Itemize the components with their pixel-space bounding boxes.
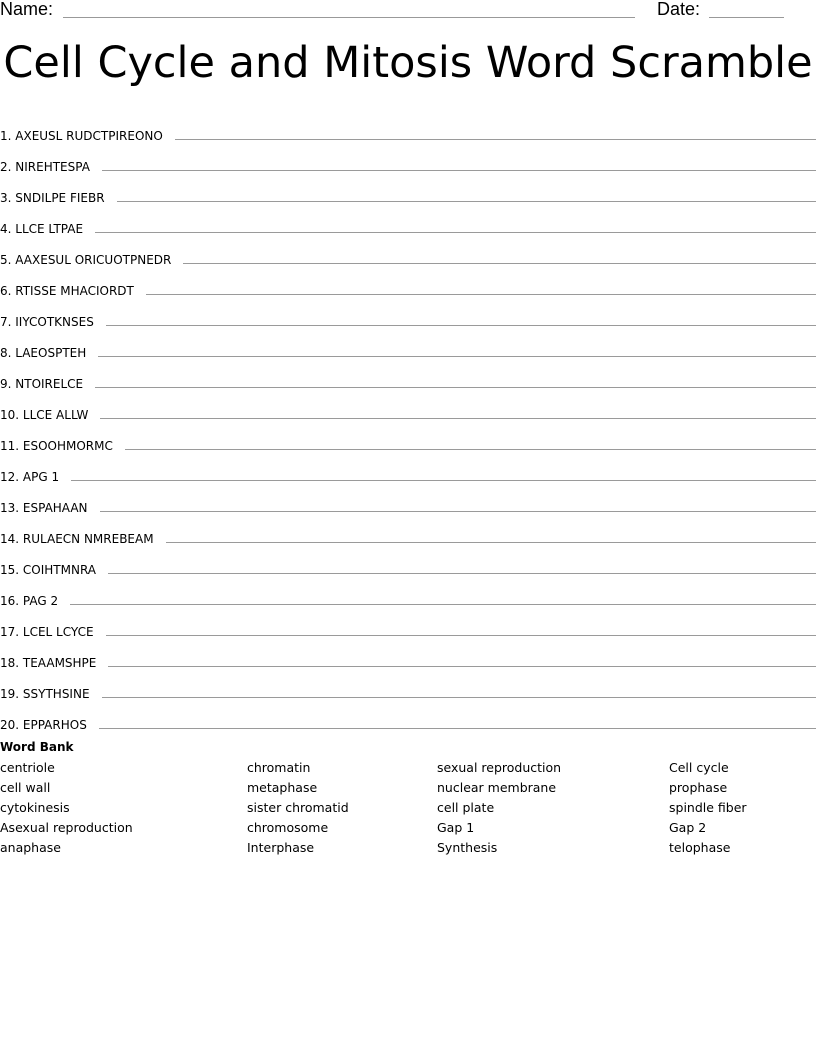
word-bank-item: cell wall <box>0 780 51 795</box>
question-text: 7. IIYCOTKNSES <box>0 315 94 329</box>
question-row <box>0 702 816 733</box>
question-text: 5. AAXESUL ORICUOTPNEDR <box>0 253 172 267</box>
question-text: 15. COIHTMNRA <box>0 563 97 577</box>
question-text: 19. SSYTHSINE <box>0 687 90 701</box>
question-text: 9. NTOIRELCE <box>0 377 84 391</box>
question-text: 2. NIREHTESPA <box>0 160 90 174</box>
question-text: 11. ESOOHMORMC <box>0 439 113 453</box>
word-bank-item: telophase <box>669 840 731 855</box>
word-bank-item: centriole <box>0 760 55 775</box>
answer-line[interactable] <box>100 510 816 512</box>
question-text: 12. APG 1 <box>0 470 60 484</box>
answer-line[interactable] <box>125 448 816 450</box>
word-bank-item: cytokinesis <box>0 800 70 815</box>
answer-line[interactable] <box>102 696 816 698</box>
question-row <box>0 361 816 392</box>
answer-line[interactable] <box>108 572 816 574</box>
word-bank-item: Gap 2 <box>669 820 707 835</box>
word-bank-item: metaphase <box>247 780 318 795</box>
word-bank-item: nuclear membrane <box>437 780 557 795</box>
question-row <box>0 423 816 454</box>
word-bank-item: cell plate <box>437 800 495 815</box>
question-row <box>0 206 816 237</box>
answer-line[interactable] <box>99 727 816 729</box>
name-answer-line[interactable] <box>63 17 635 18</box>
word-bank-column <box>437 760 561 860</box>
word-bank-item: sexual reproduction <box>437 760 562 775</box>
answer-line[interactable] <box>98 355 816 357</box>
question-row <box>0 516 816 547</box>
answer-line[interactable] <box>71 479 816 481</box>
question-row <box>0 299 816 330</box>
question-row <box>0 640 816 671</box>
question-list <box>0 113 816 733</box>
question-text: 13. ESPAHAAN <box>0 501 88 515</box>
answer-line[interactable] <box>102 169 816 171</box>
question-text: 8. LAEOSPTEH <box>0 346 87 360</box>
date-answer-line[interactable] <box>709 17 784 18</box>
word-bank-column <box>0 760 133 860</box>
name-label: Name: <box>0 0 54 19</box>
answer-line[interactable] <box>108 665 816 667</box>
question-row <box>0 392 816 423</box>
word-bank-item: chromosome <box>247 820 329 835</box>
word-bank-item: Gap 1 <box>437 820 475 835</box>
question-row <box>0 485 816 516</box>
word-bank-item: anaphase <box>0 840 61 855</box>
question-text: 17. LCEL LCYCE <box>0 625 94 639</box>
question-row <box>0 578 816 609</box>
word-bank-item: sister chromatid <box>247 800 349 815</box>
question-row <box>0 609 816 640</box>
word-bank-item: Asexual reproduction <box>0 820 133 835</box>
answer-line[interactable] <box>70 603 816 605</box>
answer-line[interactable] <box>117 200 816 202</box>
word-bank-item: spindle fiber <box>669 800 747 815</box>
answer-line[interactable] <box>146 293 816 295</box>
question-row <box>0 144 816 175</box>
word-bank-column <box>669 760 747 860</box>
answer-line[interactable] <box>106 634 816 636</box>
answer-line[interactable] <box>106 324 816 326</box>
word-bank-item: Interphase <box>247 840 315 855</box>
question-text: 18. TEAAMSHPE <box>0 656 97 670</box>
word-bank-item: Synthesis <box>437 840 498 855</box>
word-bank-title: Word Bank <box>0 740 74 754</box>
question-row <box>0 454 816 485</box>
answer-line[interactable] <box>166 541 816 543</box>
question-row <box>0 330 816 361</box>
question-text: 10. LLCE ALLW <box>0 408 89 422</box>
word-bank-column <box>247 760 349 860</box>
question-row <box>0 113 816 144</box>
question-row <box>0 237 816 268</box>
date-label: Date: <box>657 0 701 19</box>
question-text: 3. SNDILPE FIEBR <box>0 191 105 205</box>
answer-line[interactable] <box>95 386 816 388</box>
question-text: 6. RTISSE MHACIORDT <box>0 284 134 298</box>
question-text: 4. LLCE LTPAE <box>0 222 84 236</box>
answer-line[interactable] <box>95 231 816 233</box>
page-title: Cell Cycle and Mitosis Word Scramble <box>3 38 813 88</box>
answer-line[interactable] <box>100 417 816 419</box>
question-row <box>0 268 816 299</box>
question-row <box>0 671 816 702</box>
answer-line[interactable] <box>175 138 816 140</box>
question-text: 14. RULAECN NMREBEAM <box>0 532 154 546</box>
word-bank-item: chromatin <box>247 760 311 775</box>
question-text: 16. PAG 2 <box>0 594 59 608</box>
question-row <box>0 175 816 206</box>
question-text: 1. AXEUSL RUDCTPIREONO <box>0 129 163 143</box>
word-bank-item: Cell cycle <box>669 760 729 775</box>
question-text: 20. EPPARHOS <box>0 718 87 732</box>
question-row <box>0 547 816 578</box>
answer-line[interactable] <box>183 262 816 264</box>
word-bank-item: prophase <box>669 780 728 795</box>
header <box>0 0 816 22</box>
